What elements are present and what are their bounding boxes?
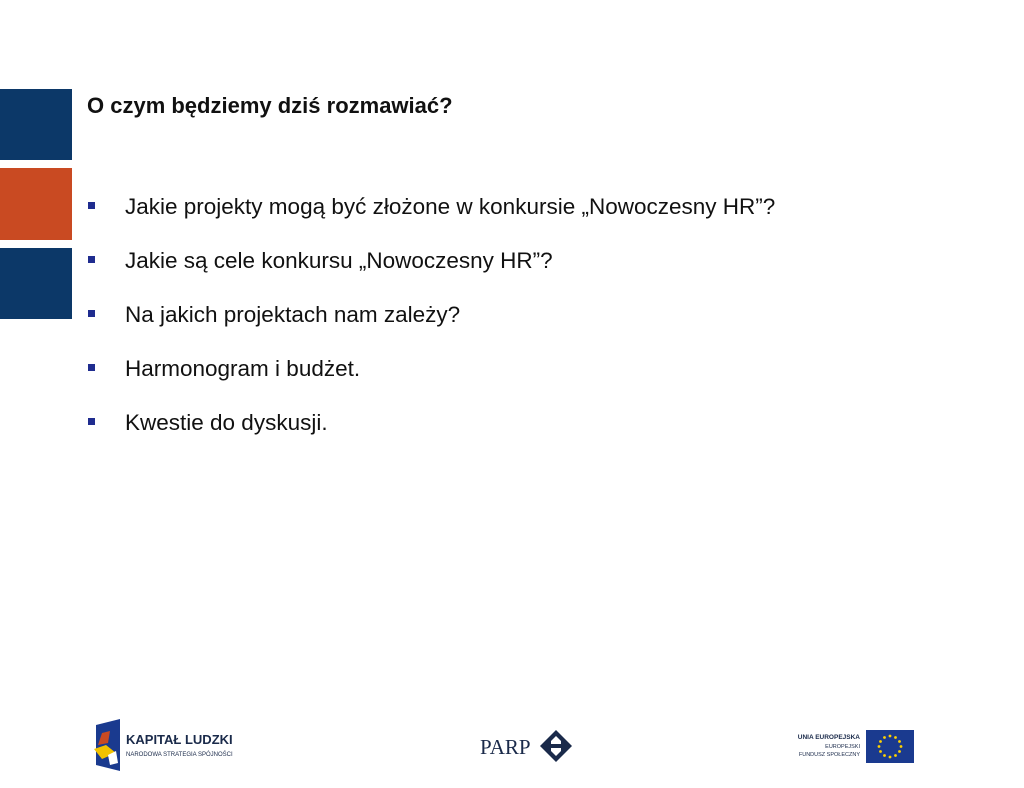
bullet-text: Na jakich projektach nam zależy? <box>125 302 461 327</box>
eu-line1: UNIA EUROPEJSKA <box>797 734 860 741</box>
bullet-text: Jakie projekty mogą być złożone w konkursie „Nowoczesny HR”? <box>125 194 776 219</box>
kapital-ludzki-logo <box>92 719 262 771</box>
kapital-ludzki-name: KAPITAŁ LUDZKI <box>126 732 233 747</box>
eu-line2: EUROPEJSKI <box>825 744 860 750</box>
bullet-item <box>88 234 775 288</box>
square-bullet-icon <box>88 256 95 263</box>
square-bullet-icon <box>88 418 95 425</box>
bullet-text: Jakie są cele konkursu „Nowoczesny HR”? <box>125 248 553 273</box>
eu-line3: FUNDUSZ SPOŁECZNY <box>798 752 860 758</box>
decorative-block-orange <box>0 168 72 240</box>
bullet-text: Harmonogram i budżet. <box>125 356 361 381</box>
square-bullet-icon <box>88 202 95 209</box>
slide-title: O czym będziemy dziś rozmawiać? <box>87 93 453 118</box>
square-bullet-icon <box>88 310 95 317</box>
parp-logo <box>480 726 576 766</box>
kapital-ludzki-subtitle: NARODOWA STRATEGIA SPÓJNOŚCI <box>126 752 233 758</box>
decorative-block-navy-bottom <box>0 248 72 319</box>
square-bullet-icon <box>88 364 95 371</box>
bullet-item <box>88 180 775 234</box>
bullet-item <box>88 288 775 342</box>
eu-logo <box>780 728 920 766</box>
bullet-text: Kwestie do dyskusji. <box>125 410 328 435</box>
bullet-item <box>88 396 775 450</box>
decorative-block-navy-top <box>0 89 72 160</box>
bullet-list <box>88 180 775 450</box>
bullet-item <box>88 342 775 396</box>
parp-name: PARP <box>480 735 531 759</box>
eu-flag-icon <box>780 728 920 766</box>
kapital-ludzki-emblem-icon <box>92 719 262 771</box>
parp-emblem-icon <box>480 726 576 766</box>
